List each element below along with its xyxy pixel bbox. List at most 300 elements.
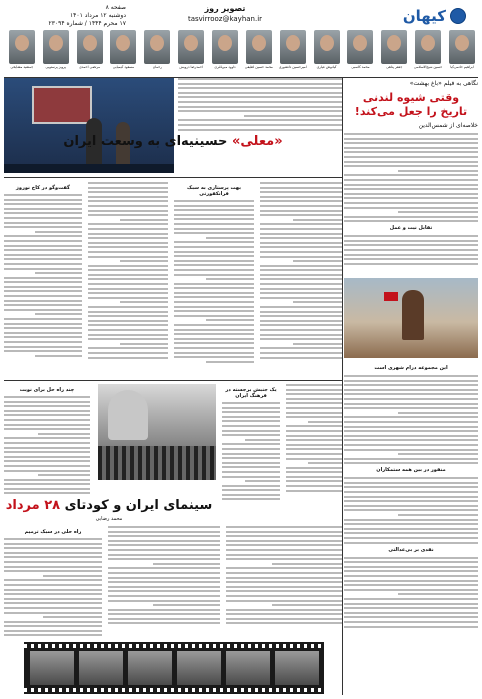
text-line xyxy=(293,219,342,221)
text-line xyxy=(4,598,102,600)
text-line xyxy=(4,410,90,412)
text-line xyxy=(344,156,478,158)
logo-text: کیهان xyxy=(402,7,446,25)
portrait-name: جعفر پناهی xyxy=(386,65,403,69)
headline-text: سینمای ایران و کودتای xyxy=(60,498,213,513)
text-line xyxy=(344,542,478,544)
film-strip-illustration xyxy=(24,642,324,694)
text-line xyxy=(120,343,168,345)
text-line xyxy=(222,407,280,409)
top-right-text xyxy=(178,78,342,133)
text-line xyxy=(174,329,254,331)
text-line xyxy=(260,274,342,276)
text-line xyxy=(286,480,342,482)
text-line xyxy=(35,313,82,315)
text-line xyxy=(88,196,168,198)
text-line xyxy=(88,214,168,216)
article-subhead: تقابل نیت و عمل xyxy=(389,225,433,232)
text-line xyxy=(4,483,90,485)
text-line xyxy=(293,301,342,303)
text-line xyxy=(174,324,254,326)
text-line xyxy=(4,222,82,224)
text-line xyxy=(4,245,82,247)
text-line xyxy=(108,554,220,556)
text-line xyxy=(174,283,254,285)
text-line xyxy=(4,602,102,604)
text-line xyxy=(286,384,342,386)
portrait-8 xyxy=(211,30,239,70)
text-line xyxy=(222,471,280,473)
text-line xyxy=(344,193,478,195)
text-line xyxy=(4,318,82,320)
text-line xyxy=(222,411,280,413)
text-line xyxy=(4,447,90,449)
portrait-photo xyxy=(280,30,306,64)
text-line xyxy=(4,465,90,467)
text-line xyxy=(260,320,342,322)
text-line xyxy=(344,575,478,577)
text-line xyxy=(260,242,342,244)
tv-studio-photo xyxy=(4,78,174,173)
text-line xyxy=(344,505,478,507)
portrait-5 xyxy=(313,30,341,70)
text-line xyxy=(174,255,254,257)
text-line xyxy=(4,332,82,334)
text-line xyxy=(174,287,254,289)
text-line xyxy=(108,572,220,574)
text-line xyxy=(344,240,478,242)
text-line xyxy=(344,607,478,609)
text-line xyxy=(344,258,478,260)
portrait-14 xyxy=(8,30,36,70)
section-brand xyxy=(150,4,300,30)
text-line xyxy=(88,187,168,189)
text-line xyxy=(286,458,342,460)
text-line xyxy=(226,572,342,574)
text-line xyxy=(344,263,478,265)
text-line xyxy=(344,403,478,405)
actor-figure xyxy=(402,290,424,340)
text-line xyxy=(4,300,82,302)
text-line xyxy=(88,228,168,230)
text-line xyxy=(286,416,342,418)
text-line xyxy=(88,191,168,193)
text-line xyxy=(344,580,478,582)
text-line xyxy=(174,205,254,207)
text-line xyxy=(344,407,478,409)
text-line xyxy=(178,129,342,131)
text-line xyxy=(260,338,342,340)
text-line xyxy=(120,301,168,303)
text-line xyxy=(293,260,342,262)
text-line xyxy=(206,361,254,363)
text-line xyxy=(88,288,168,290)
text-line xyxy=(4,341,82,343)
portrait-photo xyxy=(347,30,373,64)
text-line xyxy=(344,482,478,484)
text-line xyxy=(4,217,82,219)
text-line xyxy=(35,272,82,274)
text-line xyxy=(153,604,220,606)
text-line xyxy=(4,401,90,403)
text-line xyxy=(35,231,82,233)
text-line xyxy=(344,439,478,441)
text-line xyxy=(286,453,342,455)
text-line xyxy=(4,579,102,581)
text-line xyxy=(344,491,478,493)
text-line xyxy=(88,352,168,354)
portrait-9 xyxy=(177,30,205,70)
text-line xyxy=(222,430,280,432)
text-line xyxy=(174,232,254,234)
text-line xyxy=(260,311,342,313)
portrait-7 xyxy=(245,30,273,70)
text-column-8 xyxy=(4,526,102,639)
text-line xyxy=(286,430,342,432)
text-line xyxy=(4,479,90,481)
text-line xyxy=(222,476,280,478)
text-line xyxy=(398,453,478,455)
text-line xyxy=(222,485,280,487)
portrait-photo xyxy=(178,30,204,64)
text-line xyxy=(344,528,478,530)
text-line xyxy=(260,182,342,184)
text-line xyxy=(344,249,478,251)
text-line xyxy=(153,563,220,565)
red-flag-icon xyxy=(384,292,398,301)
text-line xyxy=(344,486,478,488)
text-line xyxy=(344,621,478,623)
text-line xyxy=(260,196,342,198)
text-line xyxy=(4,268,82,270)
text-line xyxy=(344,566,478,568)
text-line xyxy=(260,352,342,354)
text-line xyxy=(108,558,220,560)
text-line xyxy=(344,519,478,521)
text-line xyxy=(260,200,342,202)
text-line xyxy=(4,414,90,416)
text-line xyxy=(344,393,478,395)
text-line xyxy=(4,281,82,283)
text-line xyxy=(344,589,478,591)
text-line xyxy=(174,251,254,253)
text-line xyxy=(4,235,82,237)
text-line xyxy=(344,184,478,186)
text-line xyxy=(344,220,478,222)
article-title xyxy=(344,91,478,119)
text-line xyxy=(174,296,254,298)
text-line xyxy=(4,212,82,214)
article-kicker: نگاهی به فیلم «باغ بهشت» xyxy=(409,80,478,87)
text-line xyxy=(174,352,254,354)
issue-info xyxy=(6,4,126,28)
text-line xyxy=(308,462,342,464)
section-email[interactable]: tasvirrooz@kayhan.ir xyxy=(187,15,263,23)
issue-line: ۱۷ محرم ۱۴۴۴ / شماره ۲۳۰۹۴ xyxy=(48,20,126,27)
text-line xyxy=(344,421,478,423)
article-subhead: منفور در بین همه ستمکاران xyxy=(376,467,446,474)
article-body-5 xyxy=(344,557,478,628)
text-line xyxy=(226,558,342,560)
text-line xyxy=(344,389,478,391)
text-line xyxy=(286,439,342,441)
portrait-photo xyxy=(246,30,272,64)
text-line xyxy=(286,398,342,400)
film-frame xyxy=(30,651,74,685)
text-line xyxy=(4,543,102,545)
text-line xyxy=(4,442,90,444)
text-line xyxy=(206,278,254,280)
text-column-9 xyxy=(108,526,220,627)
portrait-photo xyxy=(144,30,170,64)
text-line xyxy=(344,165,478,167)
text-line xyxy=(226,535,342,537)
text-line xyxy=(174,200,254,202)
portrait-name: داوود میرباقری xyxy=(214,65,236,69)
text-line xyxy=(398,170,478,172)
portrait-name: پرویز پرستویی xyxy=(45,65,66,69)
text-line xyxy=(286,435,342,437)
text-line xyxy=(178,106,342,108)
text-line xyxy=(4,492,90,494)
text-line xyxy=(174,310,254,312)
text-line xyxy=(88,311,168,313)
text-line xyxy=(344,147,478,149)
text-line xyxy=(245,439,280,441)
section-author: محمد رضایی xyxy=(95,516,123,522)
text-line xyxy=(4,286,82,288)
text-line xyxy=(344,384,478,386)
text-line xyxy=(260,283,342,285)
text-line xyxy=(108,535,220,537)
text-line xyxy=(88,315,168,317)
crowd-image xyxy=(98,446,216,480)
text-line xyxy=(88,320,168,322)
text-line xyxy=(4,634,102,636)
text-line xyxy=(4,428,90,430)
text-line xyxy=(108,600,220,602)
film-frame xyxy=(275,651,319,685)
text-line xyxy=(344,133,478,135)
text-line xyxy=(88,242,168,244)
portrait-strip xyxy=(4,30,478,78)
text-line xyxy=(38,433,90,435)
text-line xyxy=(286,490,342,492)
portrait-10 xyxy=(143,30,171,70)
text-line xyxy=(38,474,90,476)
date-line: دوشنبه ۱۲ مرداد ۱۴۰۱ xyxy=(69,12,126,19)
text-line xyxy=(226,600,342,602)
text-line xyxy=(245,480,280,482)
text-line xyxy=(108,609,220,611)
portrait-name: محمد حسین لطیفی xyxy=(244,65,273,69)
portrait-inset xyxy=(108,390,148,440)
historical-photo xyxy=(98,384,216,480)
portrait-photo xyxy=(314,30,340,64)
text-line xyxy=(178,119,342,121)
text-line xyxy=(4,304,82,306)
article-author: خلاصه‌ای از شمس‌الدین xyxy=(418,122,478,129)
portrait-name: محمد کاسبی xyxy=(351,65,370,69)
text-line xyxy=(108,531,220,533)
text-line xyxy=(260,246,342,248)
portrait-4 xyxy=(346,30,374,70)
text-line xyxy=(226,567,342,569)
right-column-article xyxy=(344,78,478,695)
text-line xyxy=(222,416,280,418)
text-line xyxy=(174,241,254,243)
portrait-photo xyxy=(415,30,441,64)
text-line xyxy=(178,110,342,112)
text-line xyxy=(108,590,220,592)
portrait-13 xyxy=(42,30,70,70)
text-line xyxy=(226,526,342,528)
text-line xyxy=(222,425,280,427)
studio-desk xyxy=(4,164,174,173)
text-line xyxy=(4,290,82,292)
text-line xyxy=(4,240,82,242)
text-line xyxy=(178,87,342,89)
text-line xyxy=(226,554,342,556)
text-line xyxy=(174,301,254,303)
text-line xyxy=(226,577,342,579)
text-line xyxy=(174,228,254,230)
text-line xyxy=(260,306,342,308)
logo-badge-icon xyxy=(450,8,466,24)
article-continuation xyxy=(344,362,478,630)
text-column-2 xyxy=(88,182,168,361)
film-frame xyxy=(79,651,123,685)
text-line xyxy=(108,540,220,542)
text-line xyxy=(398,593,478,595)
divider xyxy=(4,380,342,381)
text-line xyxy=(222,466,280,468)
text-line xyxy=(206,237,254,239)
text-line xyxy=(344,598,478,600)
text-line xyxy=(4,208,82,210)
portrait-2 xyxy=(414,30,442,70)
text-line xyxy=(174,218,254,220)
text-line xyxy=(260,223,342,225)
text-line xyxy=(88,334,168,336)
text-line xyxy=(88,246,168,248)
text-line xyxy=(108,613,220,615)
headline-text: حسینیه‌ای به وسعت ایران xyxy=(63,134,232,149)
main-headline xyxy=(4,134,342,149)
text-line xyxy=(4,570,102,572)
text-line xyxy=(4,547,102,549)
portrait-11 xyxy=(109,30,137,70)
text-line xyxy=(88,297,168,299)
portrait-photo xyxy=(9,30,35,64)
portrait-name: حسین شیخ‌الاسلامی xyxy=(414,65,443,69)
text-line xyxy=(108,577,220,579)
text-line xyxy=(260,237,342,239)
text-line xyxy=(286,444,342,446)
text-line xyxy=(88,200,168,202)
studio-screen xyxy=(32,86,92,124)
article-body-4 xyxy=(344,477,478,543)
text-line xyxy=(260,269,342,271)
text-line xyxy=(226,586,342,588)
text-line xyxy=(4,226,82,228)
text-line xyxy=(286,393,342,395)
text-line xyxy=(226,531,342,533)
portrait-name: احمدرضا درویش xyxy=(179,65,203,69)
text-line xyxy=(108,567,220,569)
text-line xyxy=(222,434,280,436)
text-line xyxy=(108,549,220,551)
text-column-4 xyxy=(260,182,342,361)
text-line xyxy=(88,205,168,207)
kayhan-logo[interactable] xyxy=(386,4,472,30)
text-line xyxy=(174,315,254,317)
text-line xyxy=(4,556,102,558)
text-line xyxy=(344,557,478,559)
text-line xyxy=(4,194,82,196)
text-line xyxy=(88,338,168,340)
text-line xyxy=(226,590,342,592)
text-line xyxy=(174,292,254,294)
text-line xyxy=(88,324,168,326)
text-line xyxy=(344,197,478,199)
text-line xyxy=(344,616,478,618)
text-line xyxy=(4,199,82,201)
text-line xyxy=(286,389,342,391)
text-line xyxy=(286,402,342,404)
text-line xyxy=(4,593,102,595)
text-line xyxy=(4,538,102,540)
text-line xyxy=(344,523,478,525)
portrait-photo xyxy=(381,30,407,64)
portrait-name: رحمان xyxy=(152,65,162,69)
article-body-3 xyxy=(344,375,478,464)
text-line xyxy=(88,306,168,308)
text-line xyxy=(4,612,102,614)
text-line xyxy=(344,584,478,586)
text-line xyxy=(222,402,280,404)
text-line xyxy=(398,211,478,213)
text-line xyxy=(286,467,342,469)
text-line xyxy=(260,251,342,253)
portrait-photo xyxy=(110,30,136,64)
text-line xyxy=(344,500,478,502)
text-line xyxy=(344,458,478,460)
film-frame xyxy=(226,651,270,685)
text-line xyxy=(222,489,280,491)
text-line xyxy=(88,292,168,294)
text-line xyxy=(4,263,82,265)
text-line xyxy=(222,494,280,496)
text-line xyxy=(88,210,168,212)
text-line xyxy=(4,561,102,563)
text-line xyxy=(108,595,220,597)
film-frame xyxy=(177,651,221,685)
text-line xyxy=(88,274,168,276)
text-line xyxy=(4,607,102,609)
text-line xyxy=(226,581,342,583)
text-line xyxy=(260,233,342,235)
text-line xyxy=(260,292,342,294)
text-line xyxy=(4,396,90,398)
text-line xyxy=(222,443,280,445)
portrait-12 xyxy=(76,30,104,70)
text-line xyxy=(174,342,254,344)
portrait-name: کیانوش عیاری xyxy=(316,65,337,69)
text-line xyxy=(4,470,90,472)
text-line xyxy=(174,333,254,335)
text-line xyxy=(174,338,254,340)
